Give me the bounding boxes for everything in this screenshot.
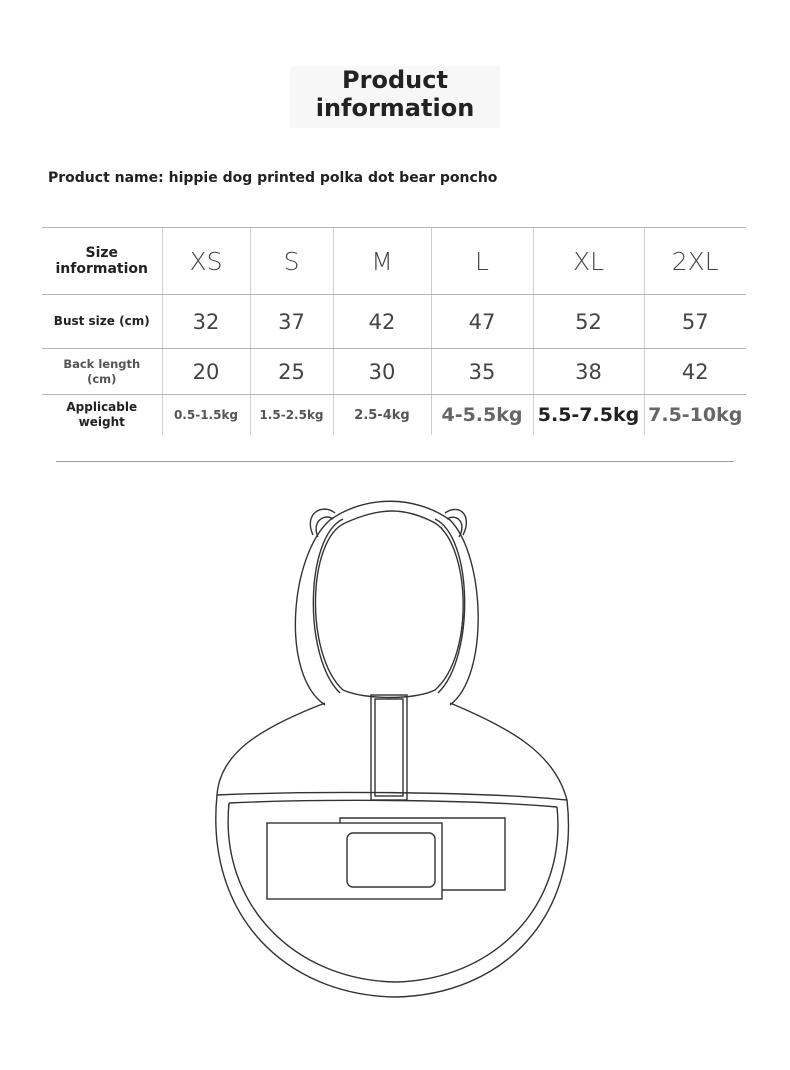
weight-xl: 5.5-7.5kg <box>533 395 644 436</box>
weight-2xl: 7.5-10kg <box>644 395 746 436</box>
bust-m: 42 <box>333 295 431 349</box>
back-l: 35 <box>431 349 533 395</box>
cape-left-shoulder <box>217 703 325 795</box>
neck-strap <box>371 695 407 800</box>
bust-s: 37 <box>250 295 333 349</box>
weight-s: 1.5-2.5kg <box>250 395 333 436</box>
size-s: S <box>250 228 333 295</box>
applicable-weight-label: Applicable weight <box>42 395 162 436</box>
size-xs: XS <box>162 228 250 295</box>
size-table <box>42 227 746 435</box>
weight-xs: 0.5-1.5kg <box>162 395 250 436</box>
bust-xs: 32 <box>162 295 250 349</box>
back-xs: 20 <box>162 349 250 395</box>
size-xl: XL <box>533 228 644 295</box>
left-ear-outer <box>310 509 335 535</box>
poncho-illustration <box>195 495 585 1005</box>
bust-l: 47 <box>431 295 533 349</box>
cape-body <box>216 795 569 997</box>
back-s: 25 <box>250 349 333 395</box>
size-2xl: 2XL <box>644 228 746 295</box>
weight-m: 2.5-4kg <box>333 395 431 436</box>
size-row <box>42 228 746 295</box>
bust-row <box>42 295 746 349</box>
page-title-line-2: information <box>315 94 475 122</box>
cape-right-shoulder <box>450 703 567 800</box>
bust-size-label: Bust size (cm) <box>42 295 162 349</box>
belly-strap <box>340 818 505 890</box>
section-divider <box>56 461 734 462</box>
size-m: M <box>333 228 431 295</box>
back-2xl: 42 <box>644 349 746 395</box>
weight-row <box>42 395 746 436</box>
hood-opening <box>315 511 463 698</box>
weight-l: 4-5.5kg <box>431 395 533 436</box>
page-title-line-1: Product <box>342 66 448 94</box>
back-m: 30 <box>333 349 431 395</box>
product-name: Product name: hippie dog printed polka dot bear poncho <box>48 170 498 186</box>
size-l: L <box>431 228 533 295</box>
page-title <box>290 66 500 128</box>
back-length-label: Back length (cm) <box>42 349 162 395</box>
size-information-label: Size information <box>42 228 162 295</box>
back-xl: 38 <box>533 349 644 395</box>
bust-2xl: 57 <box>644 295 746 349</box>
back-length-row <box>42 349 746 395</box>
velcro-patch <box>347 833 435 887</box>
bust-xl: 52 <box>533 295 644 349</box>
